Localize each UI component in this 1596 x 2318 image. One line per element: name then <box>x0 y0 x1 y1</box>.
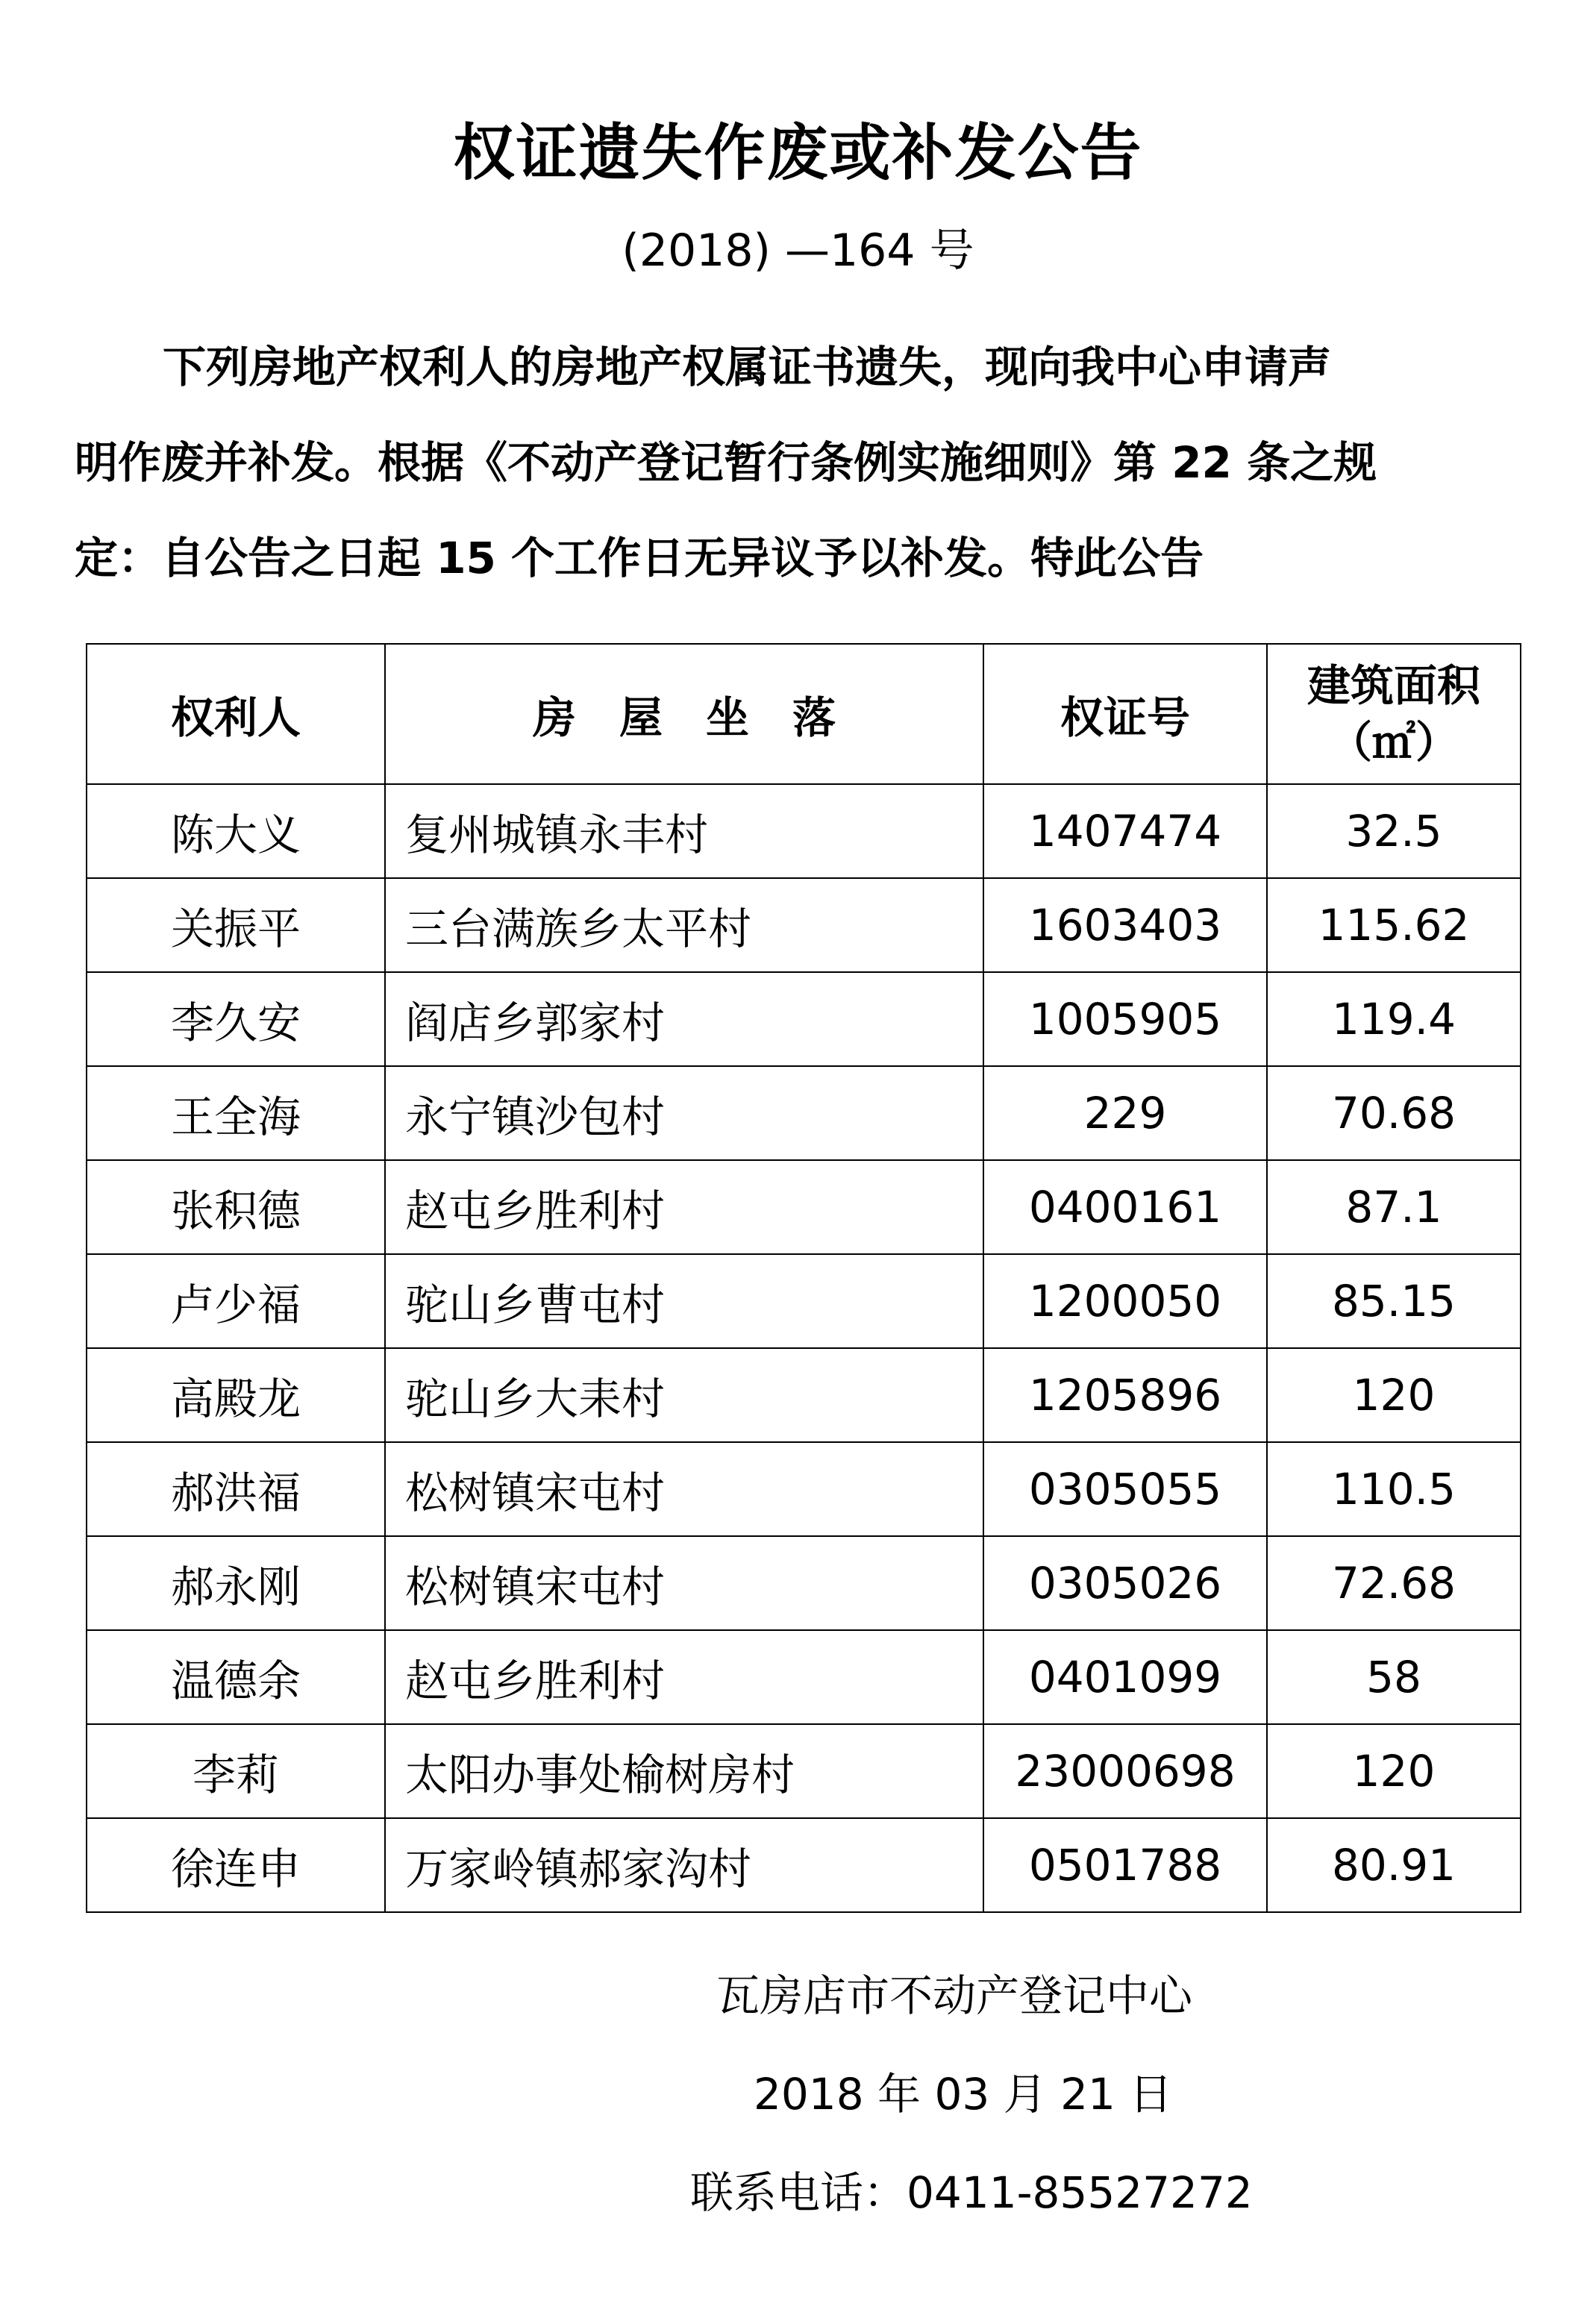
cell-cert-no: 1205896 <box>983 1348 1267 1442</box>
cell-area: 120 <box>1267 1348 1521 1442</box>
cell-owner: 郝永刚 <box>87 1536 385 1630</box>
notice-title: 权证遗失作废或补发公告 <box>453 118 1143 189</box>
cell-area: 85.15 <box>1267 1254 1521 1348</box>
table-row <box>87 1254 1521 1348</box>
cell-area: 115.62 <box>1267 878 1521 972</box>
cell-location: 永宁镇沙包村 <box>385 1066 983 1160</box>
header-area-label: 建筑面积 <box>1306 660 1480 711</box>
notice-intro <box>75 319 1530 606</box>
cell-owner: 李久安 <box>87 972 385 1066</box>
table-row <box>87 784 1521 878</box>
header-location-label: 房屋坐落 <box>532 692 879 743</box>
cell-cert-no: 0305055 <box>983 1442 1267 1536</box>
contact-phone: 联系电话：0411-85527272 <box>690 2167 1253 2218</box>
cell-area: 120 <box>1267 1724 1521 1818</box>
cell-owner: 卢少福 <box>87 1254 385 1348</box>
cell-cert-no: 1603403 <box>983 878 1267 972</box>
table-row <box>87 1818 1521 1912</box>
notice-number: (2018) —164 号 <box>622 225 974 277</box>
cell-area: 70.68 <box>1267 1066 1521 1160</box>
cell-area: 110.5 <box>1267 1442 1521 1536</box>
cell-location: 万家岭镇郝家沟村 <box>385 1818 983 1912</box>
cell-cert-no: 1005905 <box>983 972 1267 1066</box>
cell-owner: 张积德 <box>87 1160 385 1254</box>
issue-date: 2018 年 03 月 21 日 <box>754 2069 1173 2120</box>
lost-certificate-table <box>86 643 1521 1913</box>
cell-cert-no: 1407474 <box>983 784 1267 878</box>
table-row <box>87 1066 1521 1160</box>
cell-owner: 郝洪福 <box>87 1442 385 1536</box>
table-row <box>87 972 1521 1066</box>
cell-area: 72.68 <box>1267 1536 1521 1630</box>
cell-cert-no: 0501788 <box>983 1818 1267 1912</box>
cell-cert-no: 0305026 <box>983 1536 1267 1630</box>
cell-location: 驼山乡大耒村 <box>385 1348 983 1442</box>
cell-location: 太阳办事处榆树房村 <box>385 1724 983 1818</box>
table-row <box>87 1630 1521 1724</box>
cell-cert-no: 1200050 <box>983 1254 1267 1348</box>
cell-cert-no: 0401099 <box>983 1630 1267 1724</box>
cell-area: 58 <box>1267 1630 1521 1724</box>
table-row <box>87 878 1521 972</box>
table-header-row <box>87 644 1521 784</box>
cell-location: 阎店乡郭家村 <box>385 972 983 1066</box>
cell-location: 驼山乡曹屯村 <box>385 1254 983 1348</box>
cell-area: 32.5 <box>1267 784 1521 878</box>
intro-line: 下列房地产权利人的房地产权属证书遗失，现向我中心申请声 <box>163 342 1332 392</box>
cell-owner: 温德余 <box>87 1630 385 1724</box>
intro-line: 定：自公告之日起 15 个工作日无异议予以补发。特此公告 <box>75 533 1204 583</box>
intro-line: 明作废并补发。根据《不动产登记暂行条例实施细则》第 22 条之规 <box>75 437 1377 488</box>
cell-owner: 关振平 <box>87 878 385 972</box>
table-row <box>87 1348 1521 1442</box>
table-row <box>87 1724 1521 1818</box>
cell-cert-no: 229 <box>983 1066 1267 1160</box>
cell-location: 复州城镇永丰村 <box>385 784 983 878</box>
cell-area: 87.1 <box>1267 1160 1521 1254</box>
table-row <box>87 1442 1521 1536</box>
cell-location: 三台满族乡太平村 <box>385 878 983 972</box>
cell-location: 松树镇宋屯村 <box>385 1442 983 1536</box>
cell-owner: 李莉 <box>87 1724 385 1818</box>
header-area <box>1267 644 1521 784</box>
cell-owner: 陈大义 <box>87 784 385 878</box>
header-cert-no: 权证号 <box>983 644 1267 784</box>
cell-cert-no: 0400161 <box>983 1160 1267 1254</box>
cell-cert-no: 23000698 <box>983 1724 1267 1818</box>
table-row <box>87 1536 1521 1630</box>
table-row <box>87 1160 1521 1254</box>
cell-location: 松树镇宋屯村 <box>385 1536 983 1630</box>
cell-owner: 王全海 <box>87 1066 385 1160</box>
cell-owner: 高殿龙 <box>87 1348 385 1442</box>
cell-area: 119.4 <box>1267 972 1521 1066</box>
issuing-organization: 瓦房店市不动产登记中心 <box>716 1970 1193 2021</box>
cell-area: 80.91 <box>1267 1818 1521 1912</box>
cell-owner: 徐连申 <box>87 1818 385 1912</box>
header-area-unit: （㎡） <box>1328 717 1459 768</box>
header-location <box>385 644 983 784</box>
cell-location: 赵屯乡胜利村 <box>385 1630 983 1724</box>
header-owner: 权利人 <box>87 644 385 784</box>
cell-location: 赵屯乡胜利村 <box>385 1160 983 1254</box>
